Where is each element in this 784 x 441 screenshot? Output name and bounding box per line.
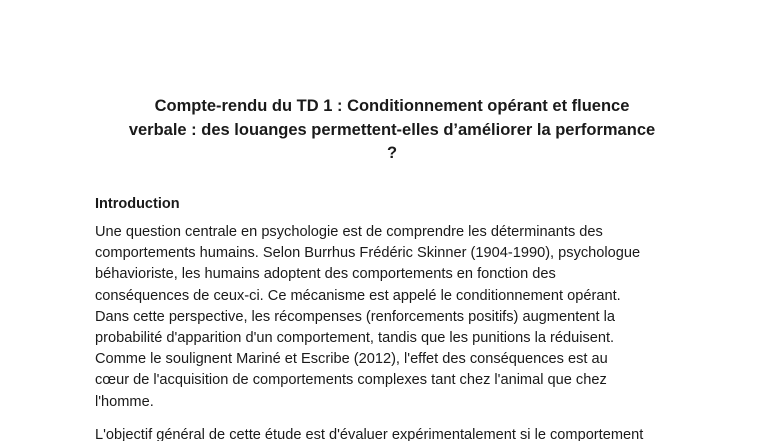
- paragraph-line: comportements humains. Selon Burrhus Frédéric Skinner (1904-1990), psychologue: [95, 245, 641, 262]
- title-line: Compte-rendu du TD 1 : Conditionnement opérant et fluence: [154, 97, 630, 115]
- title-line: verbale : des louanges permettent-elles d’améliorer la performance: [128, 120, 656, 139]
- title-line: ?: [386, 144, 398, 162]
- paragraph-line: l'homme.: [95, 393, 154, 410]
- paragraph-line: Une question centrale en psychologie est de comprendre les déterminants des: [95, 224, 603, 240]
- paragraph-line: probabilité d'apparition d'un comportement, tandis que les punitions la réduisent.: [95, 330, 615, 347]
- paragraph-line: conséquences de ceux-ci. Ce mécanisme est appelé le conditionnement opérant.: [95, 287, 621, 304]
- paragraph-line: cœur de l'acquisition de comportements complexes tant chez l'animal que chez: [95, 372, 607, 389]
- paragraph-line: béhavioriste, les humains adoptent des comportements en fonction des: [95, 266, 556, 283]
- objective-paragraph: [95, 425, 643, 441]
- introduction-paragraph: [95, 222, 640, 413]
- section-heading-introduction: Introduction: [95, 196, 180, 212]
- paragraph-line: Dans cette perspective, les récompenses (renforcements positifs) augmentent la: [95, 308, 615, 325]
- paragraph-line: Comme le soulignent Mariné et Escribe (2012), l'effet des conséquences est au: [95, 351, 608, 368]
- paragraph-line: L'objectif général de cette étude est d'évaluer expérimentalement si le comportement: [95, 427, 644, 441]
- document-title: [112, 95, 672, 166]
